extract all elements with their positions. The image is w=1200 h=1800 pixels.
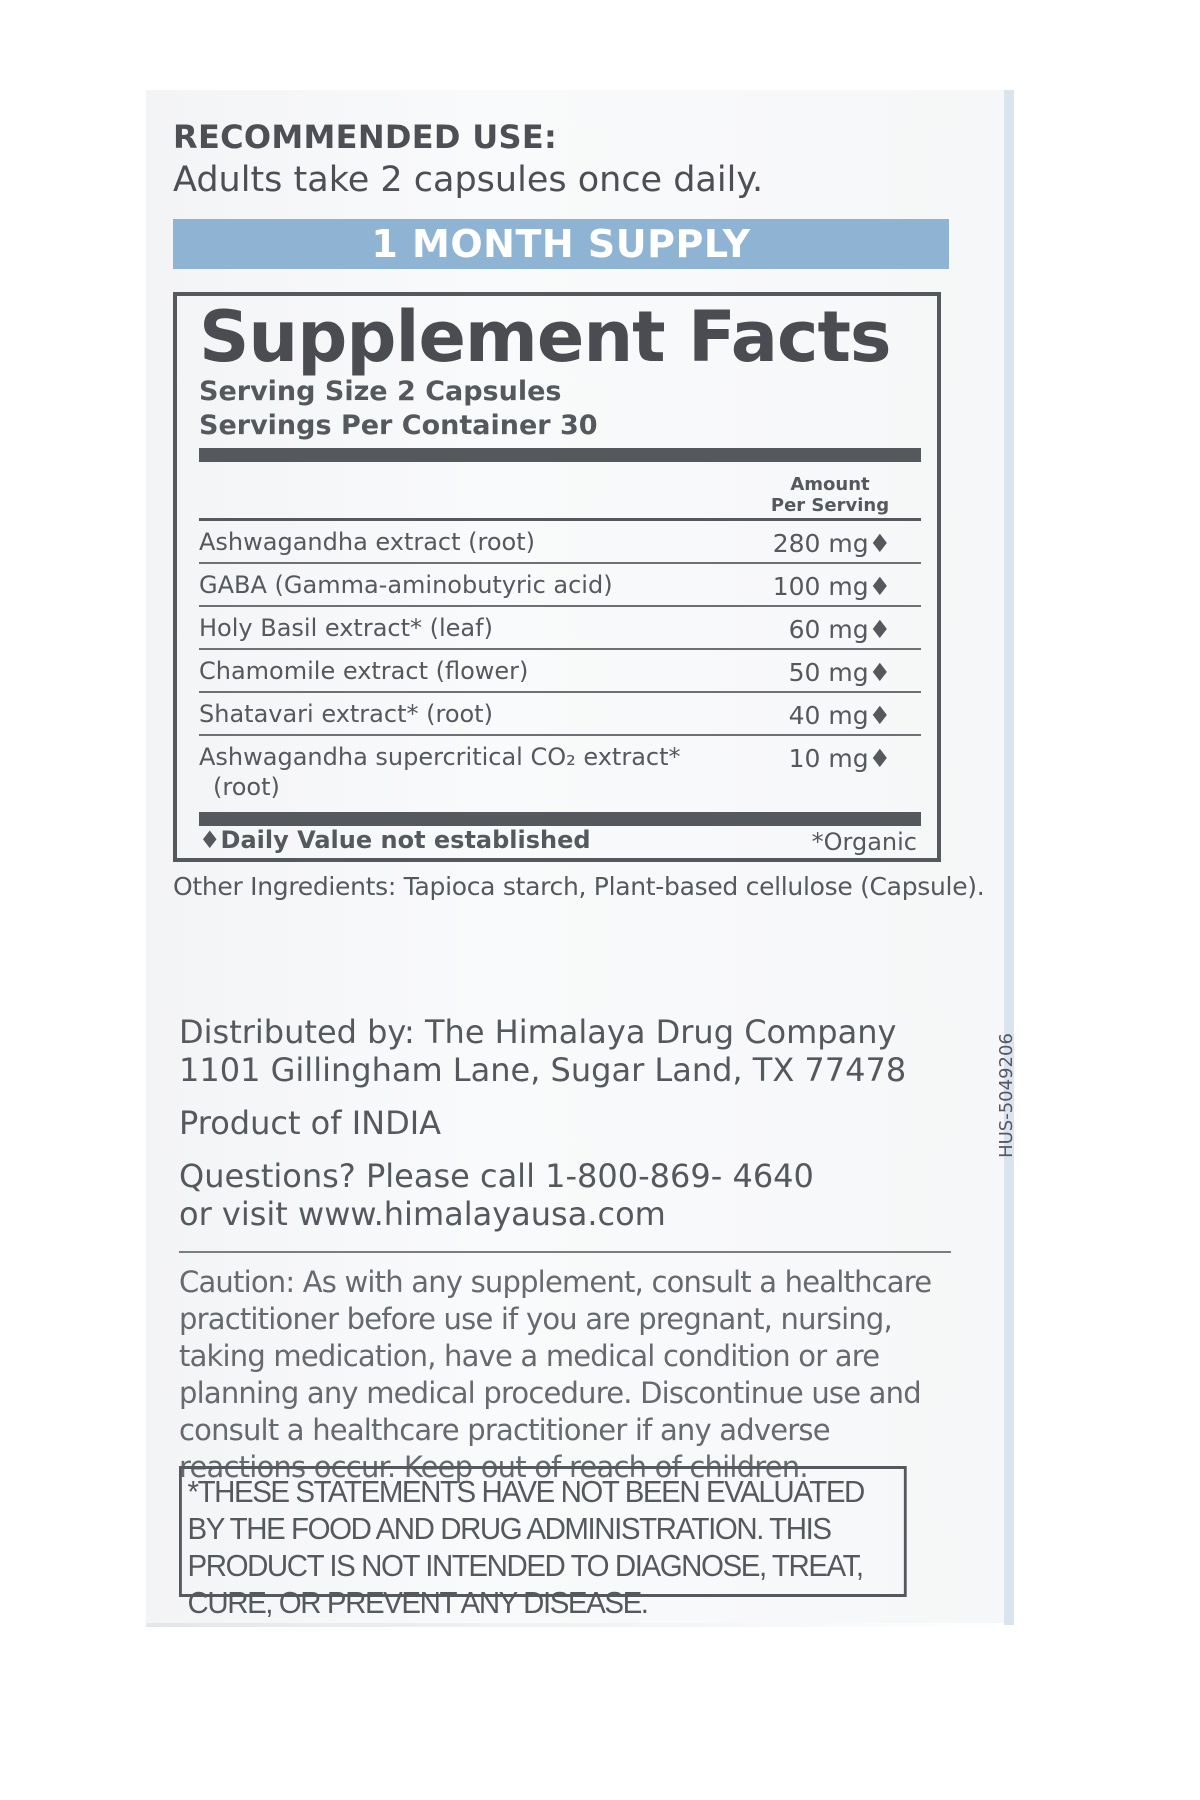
ingredient-row xyxy=(199,693,921,736)
contact-info xyxy=(179,1157,814,1233)
caution-text: Caution: As with any supplement, consult a healthcare practitioner before use if you are pregnant, nursing, taking medication, have a medical condition or are planning any medical procedure. Discontinue use and consult a healthcare practitioner if any adverse reactions occur. Keep out of reach of children. xyxy=(179,1265,932,1484)
ingredient-row xyxy=(199,607,921,650)
supplement-facts-panel xyxy=(173,292,941,862)
ingredient-row xyxy=(199,564,921,607)
country-of-origin: Product of INDIA xyxy=(179,1104,442,1142)
ingredient-name: Ashwagandha extract (root) xyxy=(199,528,536,556)
contact-phone: Questions? Please call 1-800-869- 4640 xyxy=(179,1157,814,1195)
label-bottom-edge xyxy=(146,1623,1004,1627)
amount-per-serving-header xyxy=(755,474,905,516)
ingredient-amount: 100 mg♦ xyxy=(772,572,891,601)
distributor-name: Distributed by: The Himalaya Drug Company xyxy=(179,1013,897,1051)
fda-disclaimer: *THESE STATEMENTS HAVE NOT BEEN EVALUATED BY THE FOOD AND DRUG ADMINISTRATION. THIS PRODUCT IS NOT INTENDED TO DIAGNOSE, TREAT, CURE, OR PREVENT ANY DISEASE. xyxy=(179,1466,907,1597)
supplement-facts-title: Supplement Facts xyxy=(199,296,891,378)
ingredient-row xyxy=(199,650,921,693)
recommended-use-heading: RECOMMENDED USE: xyxy=(173,118,558,156)
ingredient-name: Holy Basil extract* (leaf) xyxy=(199,614,493,642)
organic-note: *Organic xyxy=(811,828,917,856)
facts-divider-bar-top xyxy=(199,448,921,462)
ingredient-row xyxy=(199,736,921,806)
contact-website: or visit www.himalayausa.com xyxy=(179,1195,666,1233)
other-ingredients: Other Ingredients: Tapioca starch, Plant-based cellulose (Capsule). xyxy=(173,872,985,901)
ingredient-amount: 60 mg♦ xyxy=(788,615,891,644)
ingredient-name xyxy=(199,742,719,802)
ingredient-amount: 50 mg♦ xyxy=(788,658,891,687)
ingredient-amount: 280 mg♦ xyxy=(772,529,891,558)
daily-value-note: ♦Daily Value not established xyxy=(199,826,591,854)
ingredient-name: GABA (Gamma-aminobutyric acid) xyxy=(199,571,613,599)
amount-header-line1: Amount xyxy=(790,474,870,495)
facts-divider-bar-bottom xyxy=(199,812,921,826)
supply-banner: 1 MONTH SUPPLY xyxy=(173,219,949,269)
section-divider xyxy=(179,1251,951,1253)
distributor-address: 1101 Gillingham Lane, Sugar Land, TX 77478 xyxy=(179,1051,907,1089)
recommended-use-text: Adults take 2 capsules once daily. xyxy=(173,160,764,200)
amount-header-line2: Per Serving xyxy=(770,495,890,516)
serving-size: Serving Size 2 Capsules xyxy=(199,376,562,407)
servings-per-container: Servings Per Container 30 xyxy=(199,410,598,441)
ingredient-amount: 10 mg♦ xyxy=(788,744,891,773)
distributor-block xyxy=(179,1013,906,1089)
ingredient-amount: 40 mg♦ xyxy=(788,701,891,730)
ingredient-row xyxy=(199,521,921,564)
ingredient-name: Chamomile extract (flower) xyxy=(199,657,529,685)
ingredient-name: Shatavari extract* (root) xyxy=(199,700,493,728)
ingredient-name-line1: Ashwagandha supercritical CO₂ extract* xyxy=(199,743,681,771)
ingredient-name-line2: (root) xyxy=(213,773,280,801)
lot-code: HUS-5049206 xyxy=(995,1033,1017,1158)
